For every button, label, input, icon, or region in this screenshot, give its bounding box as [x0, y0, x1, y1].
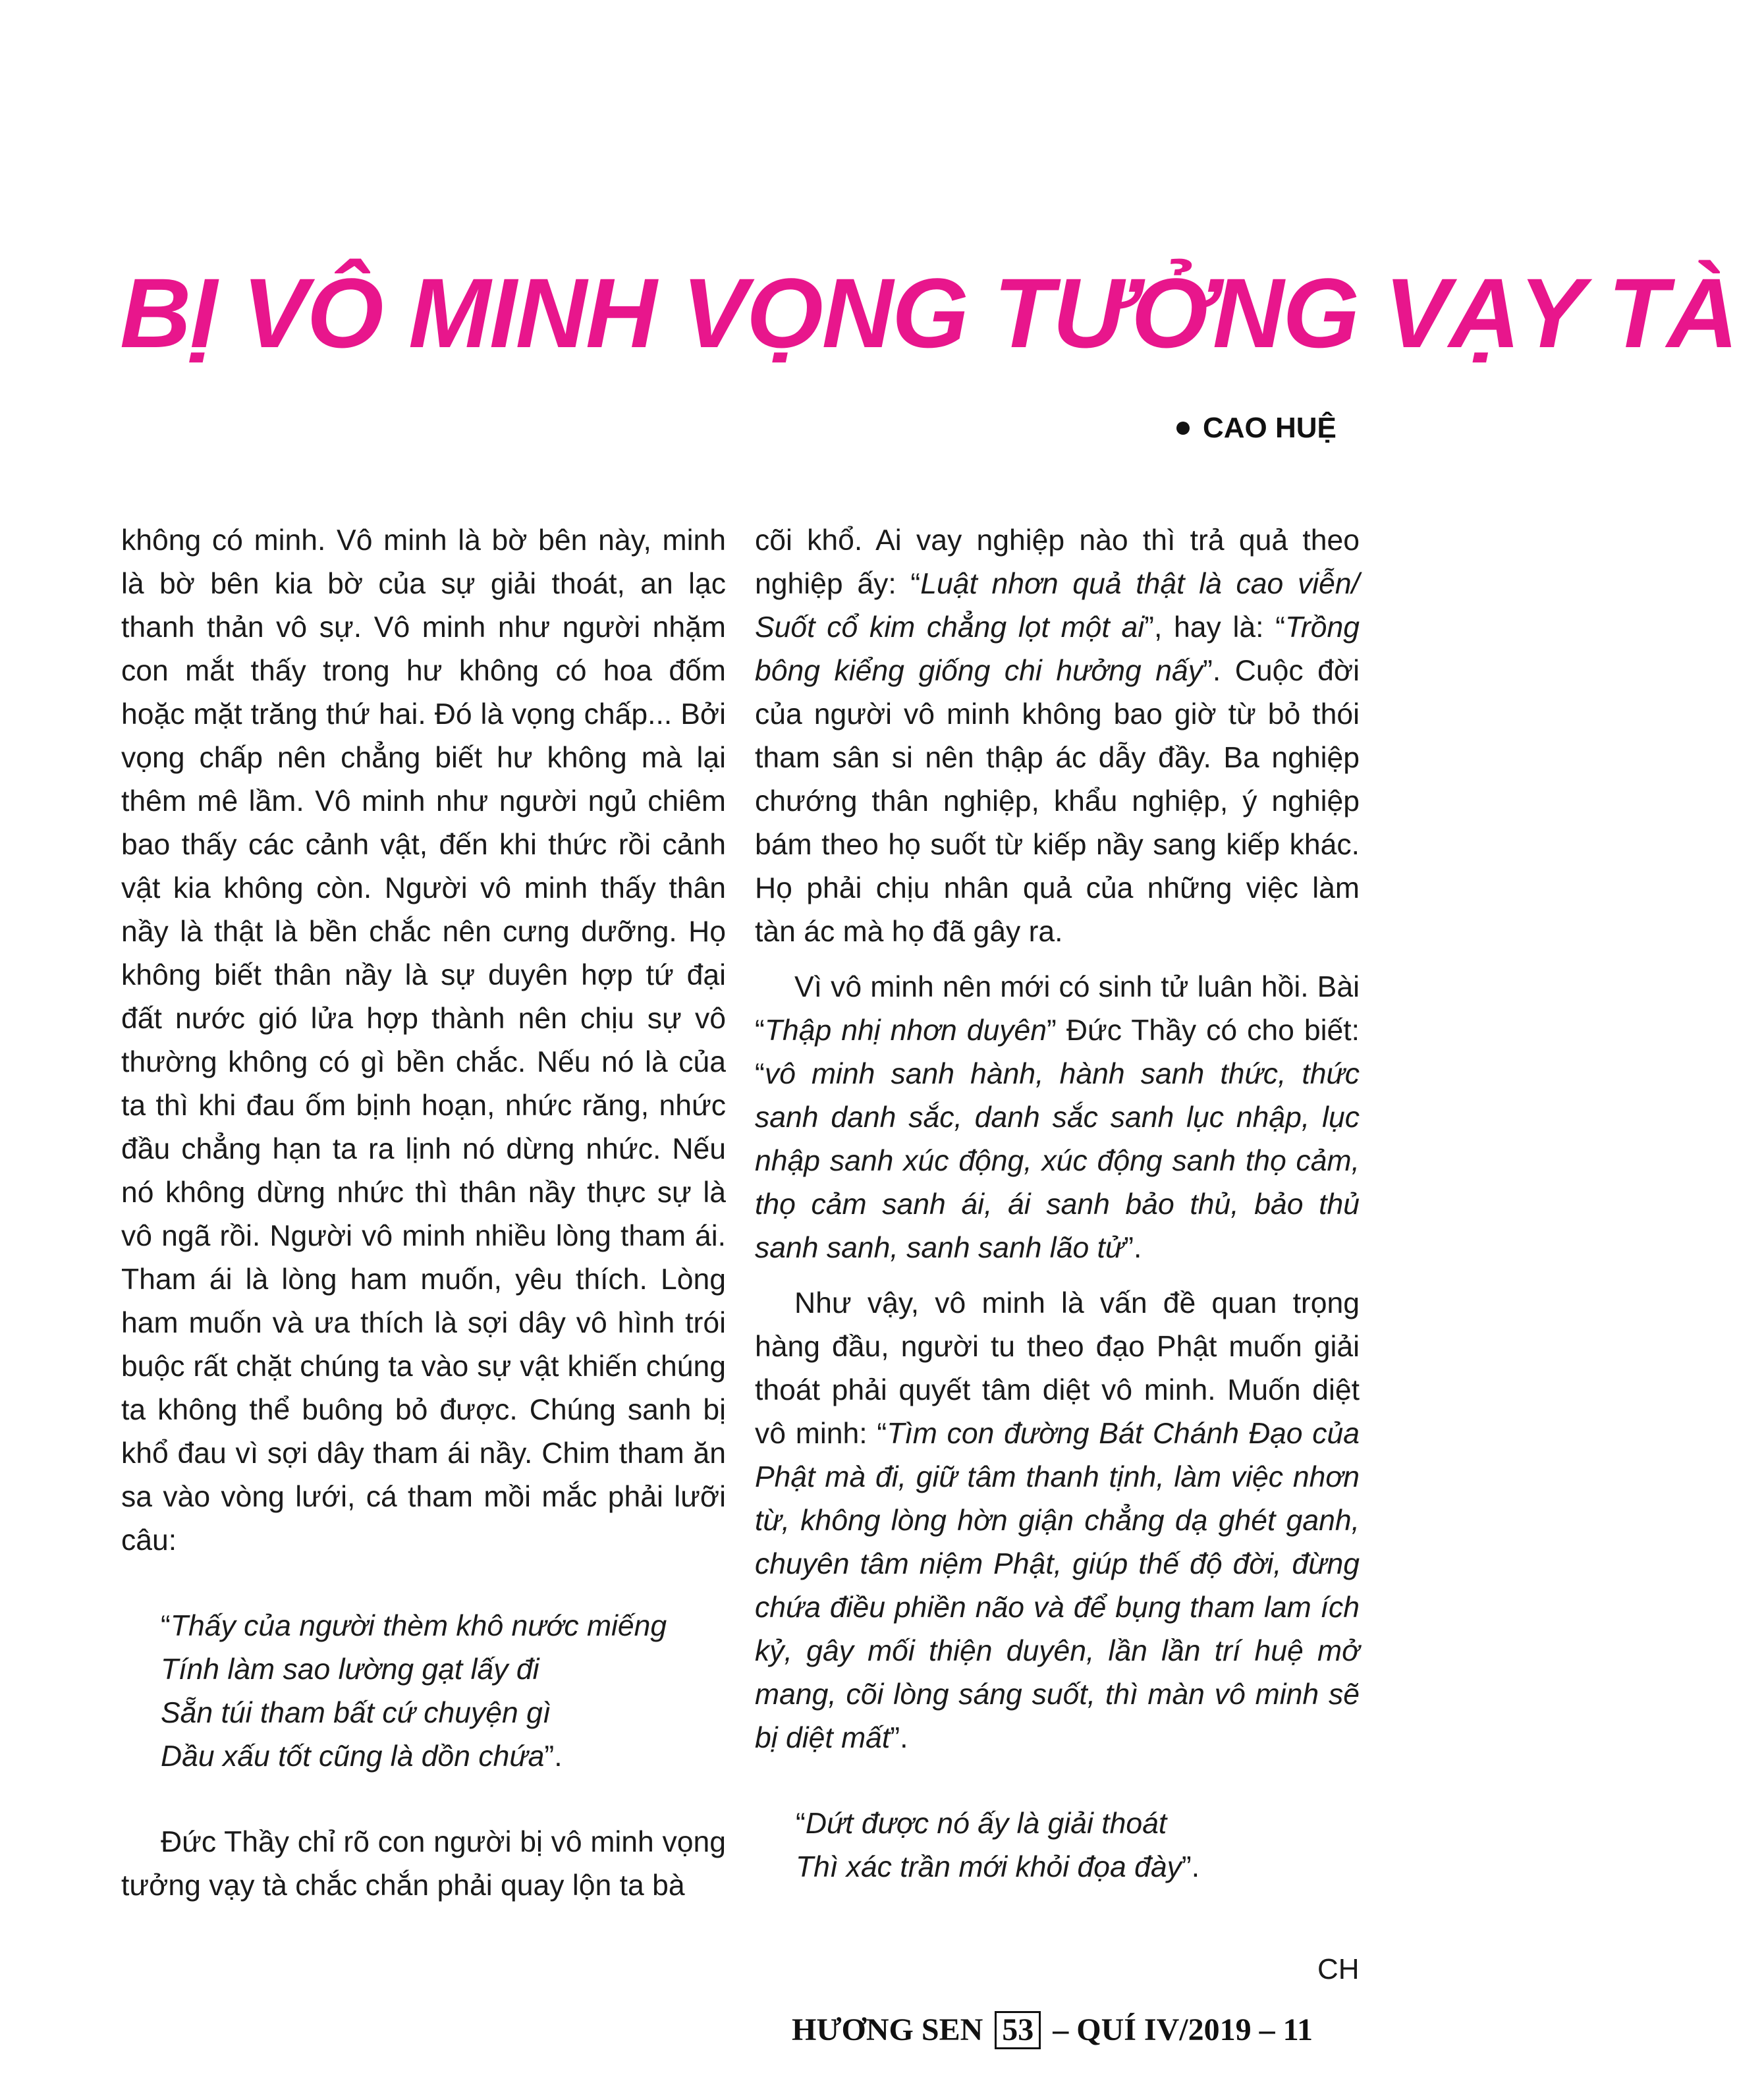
author-name: CAO HUỆ [1203, 412, 1337, 444]
right-verse [796, 1802, 1360, 1889]
verse-line: “Dứt được nó ấy là giải thoát [796, 1808, 1167, 1840]
left-paragraph-2: Đức Thầy chỉ rõ con người bị vô minh vọng tưởng vạy tà chắc chắn phải quay lộn ta bà [121, 1826, 726, 1902]
right-paragraph-2: Vì vô minh nên mới có sinh tử luân hồi. Bài “Thập nhị nhơn duyên” Đức Thầy có cho biết: “vô minh sanh hành, hành sanh thức, thức sanh danh sắc, danh sắc sanh lục nhập, lục nhập sanh xúc động, xúc động sanh thọ cảm, thọ cảm sanh ái, ái sanh bảo thủ, bảo thủ sanh sanh, sanh sanh lão tử”. [755, 971, 1360, 1264]
left-paragraph-1: không có minh. Vô minh là bờ bên này, minh là bờ bên kia bờ của sự giải thoát, an lạc thanh thản vô sự. Vô minh như người nhặm con mắt thấy trong hư không có hoa đốm hoặc mặt trăng thứ hai. Đó là vọng chấp... Bởi vọng chấp nên chẳng biết hư không mà lại thêm mê lầm. Vô minh như người ngủ chiêm bao thấy các cảnh vật, đến khi thức rồi cảnh vật kia không còn. Người vô minh thấy thân nầy là thật là bền chắc nên cưng dưỡng. Họ không biết thân nầy là sự duyên hợp tứ đại đất nước gió lửa hợp thành nên chịu sự vô thường không có gì bền chắc. Nếu nó là của ta thì khi đau ốm bịnh hoạn, nhức răng, nhức đầu chẳng hạn ta ra lịnh nó dừng nhức. Nếu nó không dừng nhức thì thân nầy thực sự là vô ngã rồi. Người vô minh nhiều lòng tham ái. Tham ái là lòng ham muốn, yêu thích. Lòng ham muốn và ưa thích là sợi dây vô hình trói buộc rất chặt chúng ta vào sự vật khiến chúng ta không thể buông bỏ được. Chúng sanh bị khổ đau vì sợi dây tham ái nầy. Chim tham ăn sa vào vòng lưới, cá tham mồi mắc phải lưỡi câu: [121, 524, 726, 1557]
verse-line: “Thấy của người thèm khô nước miếng [161, 1610, 667, 1642]
page-number: 11 [1282, 2012, 1313, 2047]
magazine-name: HƯƠNG SEN [792, 2012, 983, 2047]
verse-line: Tính làm sao lường gạt lấy đi [161, 1653, 539, 1686]
issue-period: – QUÍ IV/2019 – [1053, 2012, 1275, 2047]
author-signature: CH [1317, 1953, 1360, 1985]
verse-line: Dầu xấu tốt cũng là dồn chứa”. [161, 1740, 563, 1773]
right-paragraph-1: cõi khổ. Ai vay nghiệp nào thì trả quả theo nghiệp ấy: “Luật nhơn quả thật là cao viễn/ Suốt cổ kim chẳng lọt một ai”, hay là: “Trồng bông kiểng giống chi hưởng nấy”. Cuộc đời của người vô minh không bao giờ từ bỏ thói tham sân si nên thập ác dẫy đầy. Ba nghiệp chướng thân nghiệp, khẩu nghiệp, ý nghiệp bám theo họ suốt từ kiếp nầy sang kiếp khác. Họ phải chịu nhân quả của những việc làm tàn ác mà họ đã gây ra. [755, 524, 1360, 948]
article-author [1176, 408, 1337, 448]
left-column [121, 519, 726, 1908]
left-verse [161, 1605, 726, 1779]
article-title: BỊ VÔ MINH VỌNG TƯỞNG VẠY TÀ [120, 258, 1737, 368]
issue-number: 53 [995, 2011, 1041, 2049]
bullet-dot-icon [1176, 422, 1190, 435]
right-paragraph-3: Như vậy, vô minh là vấn đề quan trọng hàng đầu, người tu theo đạo Phật muốn giải thoát phải quyết tâm diệt vô minh. Muốn diệt vô minh: “Tìm con đường Bát Chánh Đạo của Phật mà đi, giữ tâm thanh tịnh, làm việc nhơn từ, không lòng hờn giận chẳng dạ ghét ganh, chuyên tâm niệm Phật, giúp thế độ đời, đừng chứa điều phiền não và để bụng tham lam ích kỷ, gây mối thiện duyên, lần lần trí huệ mở mang, cõi lòng sáng suốt, thì màn vô minh sẽ bị diệt mất”. [755, 1287, 1360, 1754]
verse-line: Thì xác trần mới khỏi đọa đày”. [796, 1851, 1200, 1883]
verse-line: Sẵn túi tham bất cứ chuyện gì [161, 1697, 551, 1729]
right-column [755, 519, 1360, 1889]
page-footer [792, 2009, 1313, 2051]
